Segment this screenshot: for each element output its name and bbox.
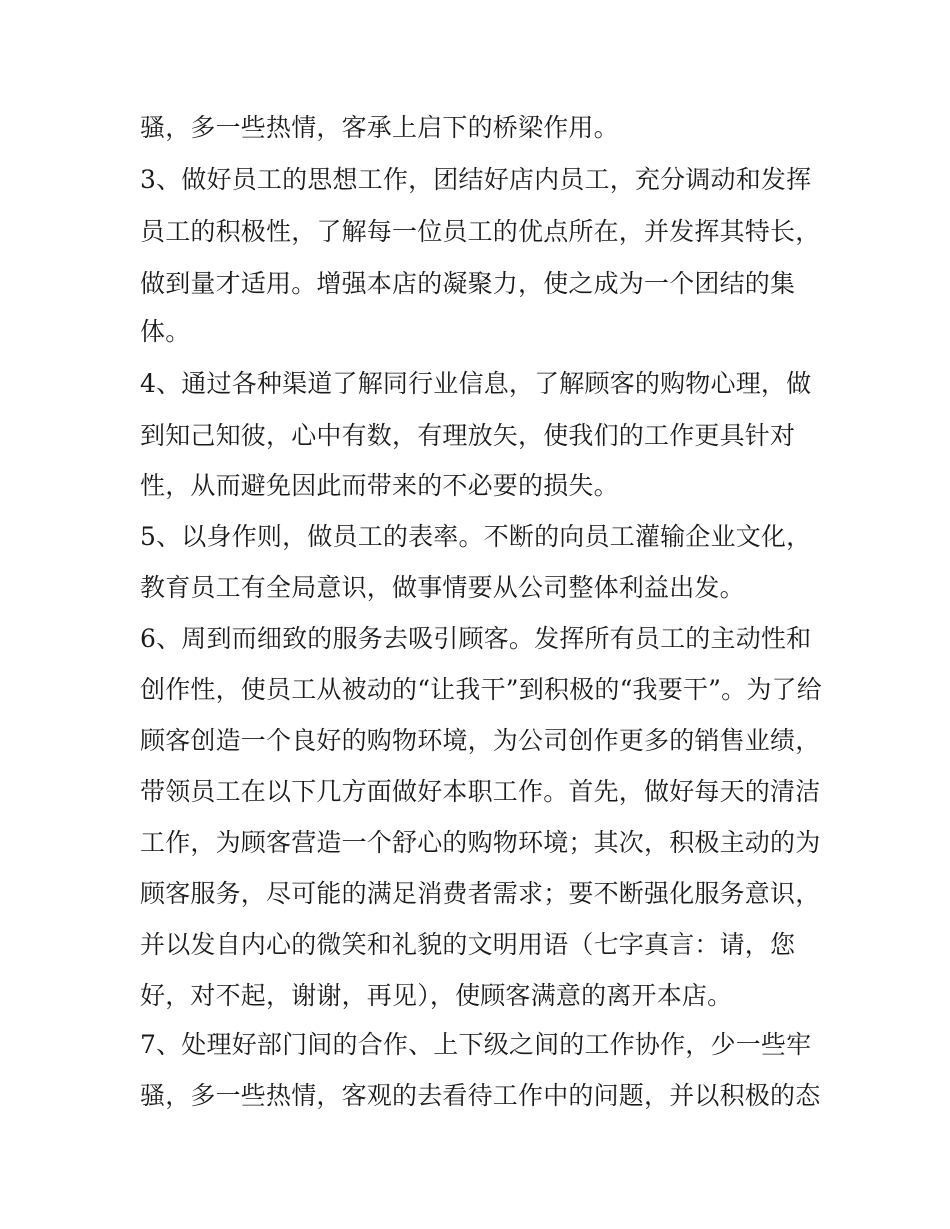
text-line: 创作性，使员工从被动的“让我干”到积极的“我要干”。为了给 xyxy=(140,675,822,704)
text-line: 骚，多一些热情，客承上启下的桥梁作用。 xyxy=(140,113,619,142)
text-line: 性，从而避免因此而带来的不必要的损失。 xyxy=(140,471,619,500)
text-line: 7、处理好部门间的合作、上下级之间的工作协作，少一些牢 xyxy=(140,1030,812,1059)
text-line: 骚，多一些热情，客观的去看待工作中的问题，并以积极的态 xyxy=(140,1081,821,1110)
text-line: 4、通过各种渠道了解同行业信息，了解顾客的购物心理，做 xyxy=(140,369,812,398)
text-line: 5、以身作则，做员工的表率。不断的向员工灌输企业文化， xyxy=(140,522,812,551)
text-line: 教育员工有全局意识，做事情要从公司整体利益出发。 xyxy=(140,573,745,602)
text-line: 并以发自内心的微笑和礼貌的文明用语（七字真言：请，您 xyxy=(140,930,796,959)
text-line: 好，对不起，谢谢，再见），使顾客满意的离开本店。 xyxy=(140,981,733,1010)
text-line: 3、做好员工的思想工作，团结好店内员工，充分调动和发挥 xyxy=(140,165,812,194)
text-line: 工作，为顾客营造一个舒心的购物环境；其次，积极主动的为 xyxy=(140,828,821,857)
text-line: 做到量才适用。增强本店的凝聚力，使之成为一个团结的集 xyxy=(140,269,796,298)
text-line: 员工的积极性，了解每一位员工的优点所在，并发挥其特长， xyxy=(140,217,821,246)
text-line: 带领员工在以下几方面做好本职工作。首先，做好每天的清洁 xyxy=(140,777,821,806)
text-line: 6、周到而细致的服务去吸引顾客。发挥所有员工的主动性和 xyxy=(140,624,812,653)
text-line: 顾客服务，尽可能的满足消费者需求；要不断强化服务意识， xyxy=(140,879,821,908)
text-line: 到知己知彼，心中有数，有理放矢，使我们的工作更具针对 xyxy=(140,421,796,450)
text-line: 体。 xyxy=(140,317,191,346)
text-line: 顾客创造一个良好的购物环境，为公司创作更多的销售业绩， xyxy=(140,726,821,755)
